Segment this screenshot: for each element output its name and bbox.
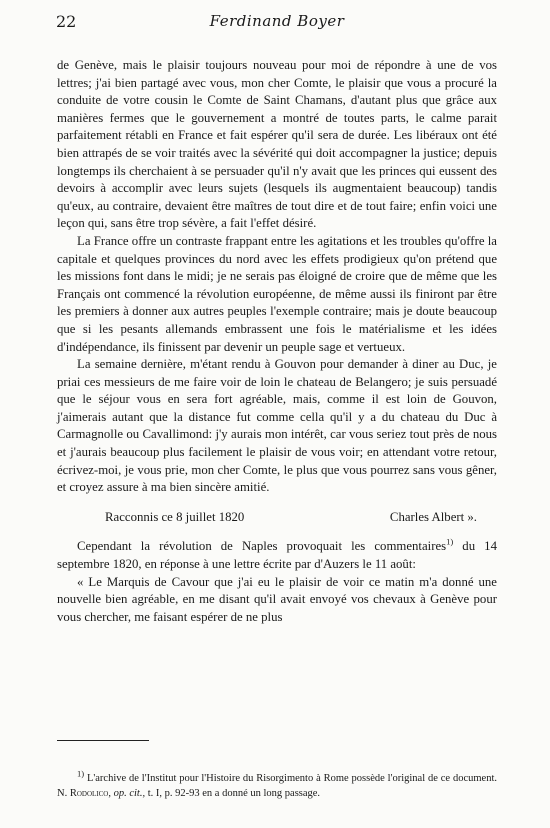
letter-signature [57,509,497,527]
footnote [57,768,497,801]
paragraph-5: « Le Marquis de Cavour que j'ai eu le plaisir de voir ce matin m'a donné une nouvelle bien agréable, en me disant qu'il avait envoyé vos chevaux à Genève pour vous chercher, me faisant espérer de ne plus [57,574,497,624]
paragraph-3: La semaine dernière, m'étant rendu à Gouvon pour demander à diner au Duc, je priai ces messieurs de me faire voir de loin le chateau de Belangero; je suis persuadé que le séjour vous en sera fort agréable, mais, comme il est loin de Gouvon, j'aimerais autant que la distance fut comme cella qu'il y a du chateau du Duc à Carmagnolle ou Cavallimond: j'y aurais mon intérêt, car vous seriez tout près de nous et j'aurais beaucoup plus facilement le plaisir de vous voir; en attendant votre retour, écrivez-moi, je vous prie, mon cher Comte, le plus que vous pourrez sans vous gêner, et croyez assure à ma bien sincère amitié. [57,357,497,495]
footnote-reference-work: op. cit., [110,787,146,799]
footnote-divider [57,740,149,741]
footnote-text-a: L'archive de l'Institut pour l'Histoire du Risorgimento à Rome possède l'original de ce document. [84,772,497,784]
footnote-reference: 1) [446,537,454,548]
signature-signer: Charles Albert ». [389,509,477,524]
paragraph-2: La France offre un contraste frappant entre les agitations et les troubles qu'offre la capitale et quelques provinces du nord avec les effets prodigieux qu'on prétend que les missions font dans le midi; je ne serais pas éloigné de croire que de même que les Français ont commencé la révolution européenne, de même aussi ils finiront par être les premiers à donner aux autres peuples l'exemple contraire; mais je doute beaucoup que si les pesants allemands embrassent une fois le matérialisme et les idées d'indépendance, ils finissent par devenir un peuple sage et vertueux. [57,233,497,354]
page-header [56,12,498,34]
page-number: 22 [56,12,77,31]
running-title: Ferdinand Boyer [209,12,345,30]
paragraph-4 [57,538,497,573]
footnote-marker: 1) [77,768,85,778]
footnote-author: N. Rodolico, [57,787,111,799]
paragraph-4-text-b: du 14 septembre 1820, en réponse à une lettre écrite par d'Auzers le 11 août: [57,539,497,572]
paragraph-1: de Genève, mais le plaisir toujours nouveau pour moi de répondre à une de vos lettres; j'ai bien partagé avec vous, mon cher Comte, le plaisir que vous a procuré la conduite de votre cousin le Comte de Saint Chamans, d'autant plus que grâce aux manières fermes que le gouvernement a montré de toutes parts, le calme parait parfaitement rétabli en France et fait espérer qu'il sera de durée. Les libéraux ont été bien attrapés de se voir traités avec la sévérité qui doit accompagner la justice; depuis longtemps ils cherchaient à se persuader qu'il n'y avait que les princes qui eussent des devoirs à accomplir avec leurs sujets (lesquels ils augmentaient beaucoup) tandis qu'eux, au contraire, devaient être maîtres de tout dire et de tout faire; enfin voici une leçon qui, sans être trop sévère, a fait l'effet désiré. [57,58,497,231]
body-text [57,57,497,626]
paragraph-4-text-a: Cependant la révolution de Naples provoquait les commentaires [77,539,447,554]
footnote-text-b: t. I, p. 92-93 en a donné un long passage. [145,787,321,799]
signature-place-date: Racconnis ce 8 juillet 1820 [105,509,245,524]
